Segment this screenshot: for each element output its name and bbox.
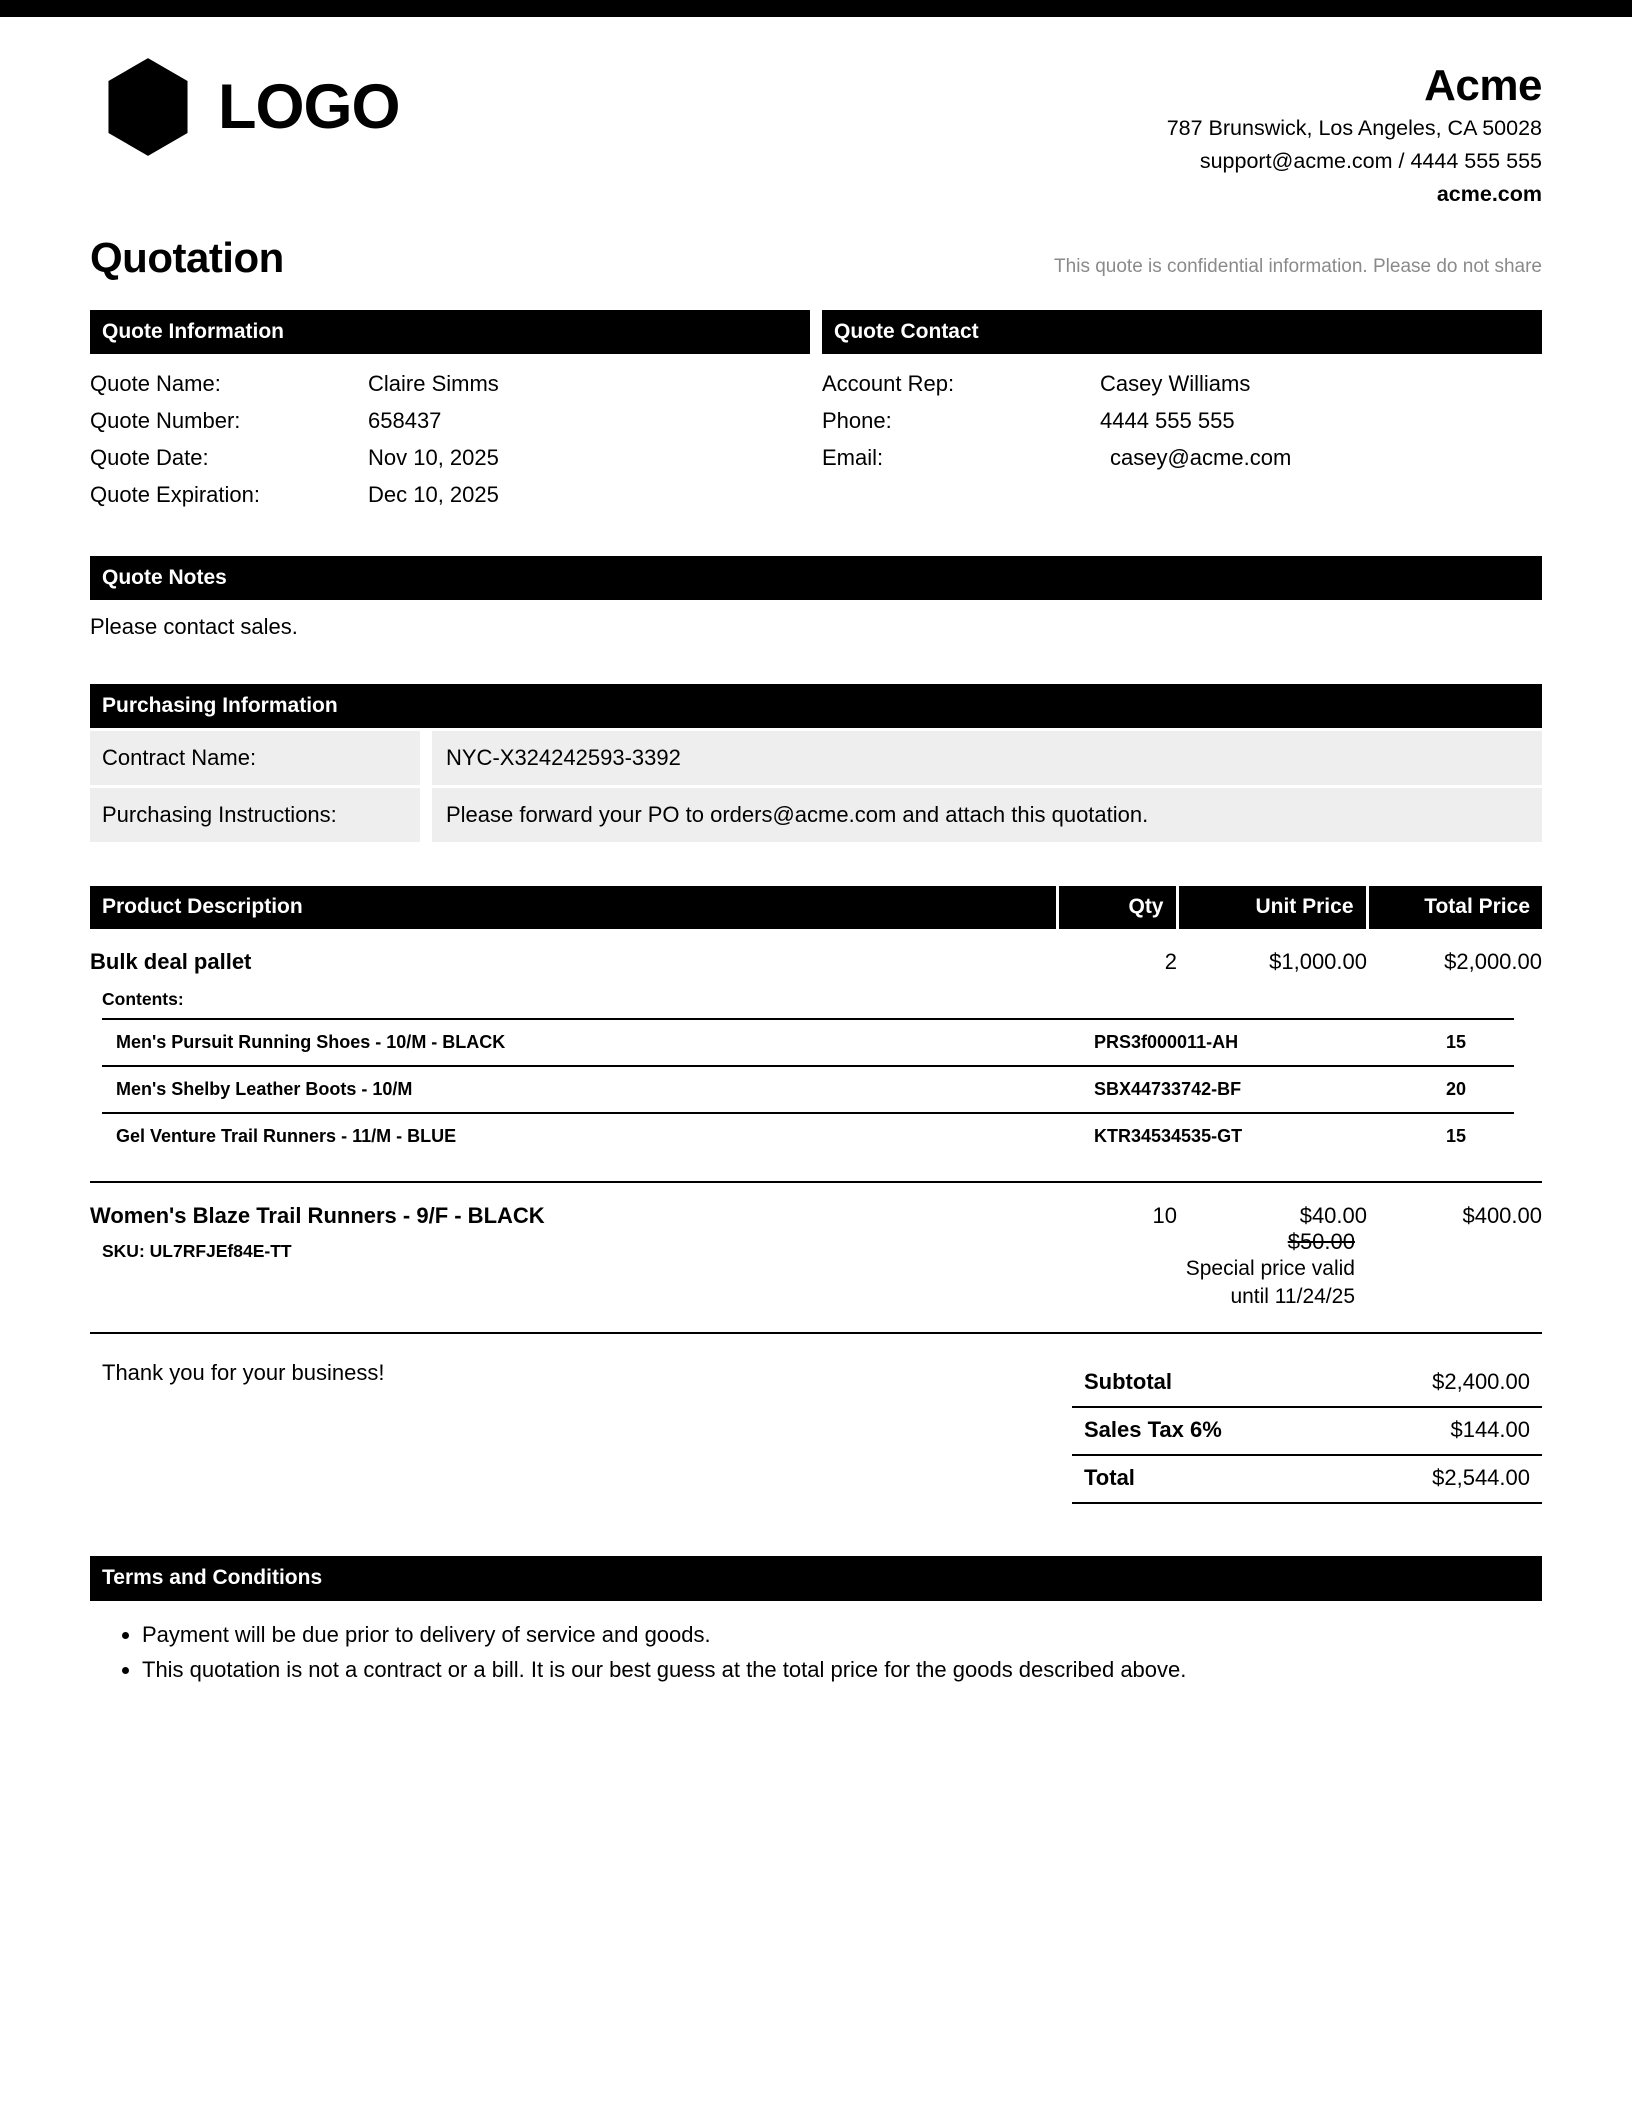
col-unit-price: Unit Price [1177,886,1367,929]
purchasing-instructions-value: Please forward your PO to orders@acme.com and attach this quotation. [432,788,1542,842]
terms-list [90,1617,1542,1688]
sales-tax-row [1072,1406,1542,1454]
item-detail-row [90,1229,1542,1332]
item-qty: 10 [1057,1182,1177,1229]
purchasing-instructions-label: Purchasing Instructions: [90,788,420,842]
item-qty: 2 [1164,948,1177,974]
contract-name-row [90,731,1542,785]
quote-name-value: Claire Simms [368,370,499,396]
account-rep-label: Account Rep: [822,370,955,396]
confidentiality-note: This quote is confidential information. Please do not share [1054,255,1542,277]
item-total-price: $2,000.00 [1444,948,1542,974]
quote-name-label: Quote Name: [90,370,221,396]
company-address: 787 Brunswick, Los Angeles, CA 50028 [1166,115,1542,140]
email-row [822,440,1542,477]
account-rep-row [822,366,1542,403]
quote-information-heading: Quote Information [90,310,810,354]
table-row [90,929,1542,975]
item-special-price-note: Special price valid until 11/24/25 [1185,1256,1355,1308]
item-unit-price: $1,000.00 [1269,948,1367,974]
contents-table [102,1018,1514,1159]
content-item-sku: PRS3f000011-AH [1094,1031,1239,1052]
email-value: casey@acme.com [1110,444,1292,470]
content-item-qty: 15 [1445,1031,1466,1052]
quote-contact-panel [822,310,1542,514]
total-row [1072,1454,1542,1502]
col-product-description: Product Description [90,886,1057,929]
content-item-name: Men's Shelby Leather Boots - 10/M [116,1078,413,1099]
company-contact: support@acme.com / 4444 555 555 [1199,148,1542,173]
content-item-sku: SBX44733742-BF [1094,1078,1242,1099]
phone-row [822,403,1542,440]
terms-and-conditions-section [90,1556,1542,1687]
item-original-price: $50.00 [1287,1228,1355,1254]
item-sku: SKU: UL7RFJEf84E-TT [102,1240,292,1261]
quote-expiration-label: Quote Expiration: [90,481,260,507]
document-header [90,17,1542,212]
quote-expiration-value: Dec 10, 2025 [368,481,499,507]
account-rep-value: Casey Williams [1100,370,1251,396]
company-info [1167,55,1542,212]
list-item [102,1019,1514,1066]
brand-logo [90,55,400,159]
phone-value: 4444 555 555 [1100,407,1235,433]
item-contents-row [90,975,1542,1182]
document-page [0,17,1632,1688]
product-table-section [90,886,1542,1332]
quote-notes-heading: Quote Notes [90,556,1542,600]
item-unit-price: $40.00 [1177,1182,1367,1229]
list-item [102,1113,1514,1159]
col-qty: Qty [1057,886,1177,929]
quote-expiration-row [90,477,810,514]
purchasing-information-section [90,684,1542,842]
terms-heading: Terms and Conditions [90,1556,1542,1600]
totals-area [90,1332,1542,1504]
product-table [90,886,1542,1332]
quote-date-value: Nov 10, 2025 [368,444,499,470]
purchasing-instructions-row [90,788,1542,842]
content-item-qty: 15 [1445,1125,1466,1146]
thank-you-message: Thank you for your business! [102,1360,385,1386]
company-website: acme.com [1436,182,1542,207]
total-value: $2,544.00 [1432,1465,1530,1491]
product-table-header [90,886,1542,929]
page-title: Quotation [90,233,284,281]
sales-tax-value: $144.00 [1450,1417,1530,1443]
company-name: Acme [1424,61,1542,110]
hexagon-spiral-logo-icon [96,55,200,159]
subtotal-value: $2,400.00 [1432,1369,1530,1395]
table-row [90,1182,1542,1229]
contract-name-label: Contract Name: [90,731,420,785]
subtotal-row [1072,1360,1542,1406]
title-row [90,234,1542,282]
quote-notes-text: Please contact sales. [90,613,298,639]
subtotal-label: Subtotal [1084,1369,1172,1395]
quote-name-row [90,366,810,403]
list-item [102,1066,1514,1113]
email-label: Email: [822,444,884,470]
contents-label: Contents: [102,988,184,1009]
quote-number-row [90,403,810,440]
list-item: • This quotation is not a contract or a bill. It is our best guess at the total price for the goods described above. [142,1652,1542,1688]
content-item-qty: 20 [1445,1078,1466,1099]
sales-tax-label: Sales Tax 6% [1084,1417,1222,1443]
totals-bottom-rule [1072,1502,1542,1504]
item-contents-cell [90,975,1542,1182]
top-accent-bar [0,0,1632,17]
phone-label: Phone: [822,407,892,433]
quote-information-panel [90,310,810,514]
logo-wordmark: LOGO [218,71,400,142]
quote-number-value: 658437 [368,407,442,433]
list-item: • Payment will be due prior to delivery of service and goods. [142,1617,1542,1653]
item-name: Women's Blaze Trail Runners - 9/F - BLACK [90,1182,1057,1229]
quote-number-label: Quote Number: [90,407,241,433]
col-total-price: Total Price [1367,886,1542,929]
info-panels [90,310,1542,514]
purchasing-information-heading: Purchasing Information [90,684,1542,728]
quote-date-row [90,440,810,477]
item-name: Bulk deal pallet [90,948,252,974]
item-price-detail-cell [1177,1229,1367,1332]
item-sku-cell [90,1229,1057,1332]
quote-contact-heading: Quote Contact [822,310,1542,354]
product-table-body [90,929,1542,1332]
quote-date-label: Quote Date: [90,444,209,470]
item-qty-spacer [1057,1229,1177,1332]
item-total-spacer [1367,1229,1542,1332]
contract-name-value: NYC-X324242593-3392 [432,731,1542,785]
item-total-price: $400.00 [1367,1182,1542,1229]
totals-table [1072,1360,1542,1504]
quote-notes-section [90,556,1542,640]
content-item-name: Gel Venture Trail Runners - 11/M - BLUE [116,1125,457,1146]
content-item-name: Men's Pursuit Running Shoes - 10/M - BLACK [116,1031,506,1052]
content-item-sku: KTR34534535-GT [1094,1125,1243,1146]
total-label: Total [1084,1465,1135,1491]
